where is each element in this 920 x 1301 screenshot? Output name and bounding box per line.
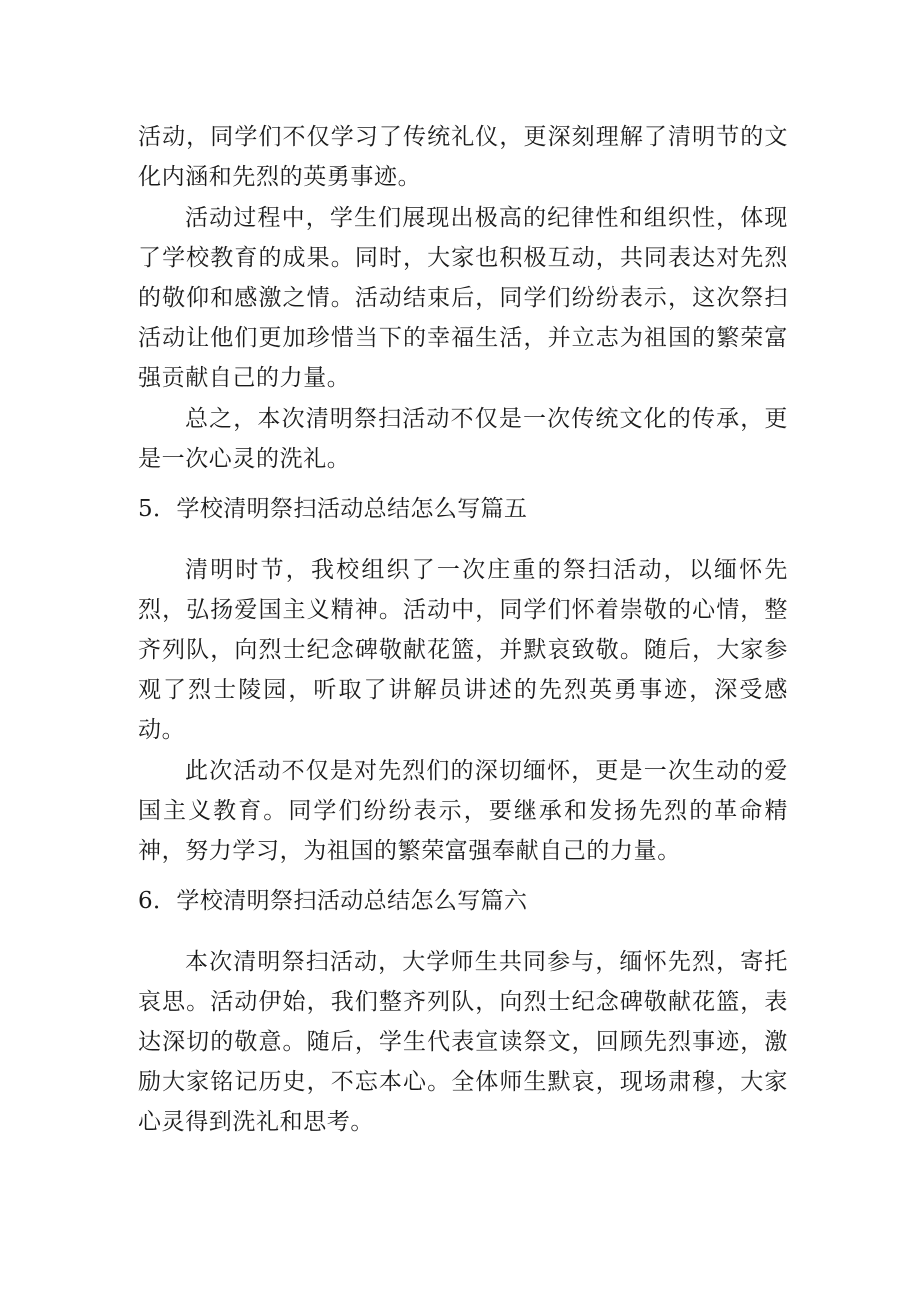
paragraph-discipline: 活动过程中，学生们展现出极高的纪律性和组织性，体现了学校教育的成果。同时，大家也积极互动，共同表达对先烈的敬仰和感激之情。活动结束后，同学们纷纷表示，这次祭扫活动让他们更加珍惜当下的幸福生活，并立志为祖国的繁荣富强贡献自己的力量。 [138,205,788,391]
section-heading-6: 6．学校清明祭扫活动总结怎么写篇六 [138,888,528,914]
paragraph-conclusion: 总之，本次清明祭扫活动不仅是一次传统文化的传承，更是一次心灵的洗礼。 [138,406,788,472]
section-heading-5: 5．学校清明祭扫活动总结怎么写篇五 [138,496,528,522]
paragraph-section5-activity: 清明时节，我校组织了一次庄重的祭扫活动，以缅怀先烈，弘扬爱国主义精神。活动中，同学们怀着崇敬的心情，整齐列队，向烈士纪念碑敬献花篮，并默哀致敬。随后，大家参观了烈士陵园，听取了讲解员讲述的先烈英勇事迹，深受感动。 [138,557,788,743]
document-body [138,117,788,1143]
paragraph-section5-education: 此次活动不仅是对先烈们的深切缅怀，更是一次生动的爱国主义教育。同学们纷纷表示，要继承和发扬先烈的革命精神，努力学习，为祖国的繁荣富强奉献自己的力量。 [138,758,788,864]
paragraph-continuation: 活动，同学们不仅学习了传统礼仪，更深刻理解了清明节的文化内涵和先烈的英勇事迹。 [138,124,788,190]
paragraph-section6-activity: 本次清明祭扫活动，大学师生共同参与，缅怀先烈，寄托哀思。活动伊始，我们整齐列队，向烈士纪念碑敬献花篮，表达深切的敬意。随后，学生代表宣读祭文，回顾先烈事迹，激励大家铭记历史，不忘本心。全体师生默哀，现场肃穆，大家心灵得到洗礼和思考。 [138,949,788,1135]
